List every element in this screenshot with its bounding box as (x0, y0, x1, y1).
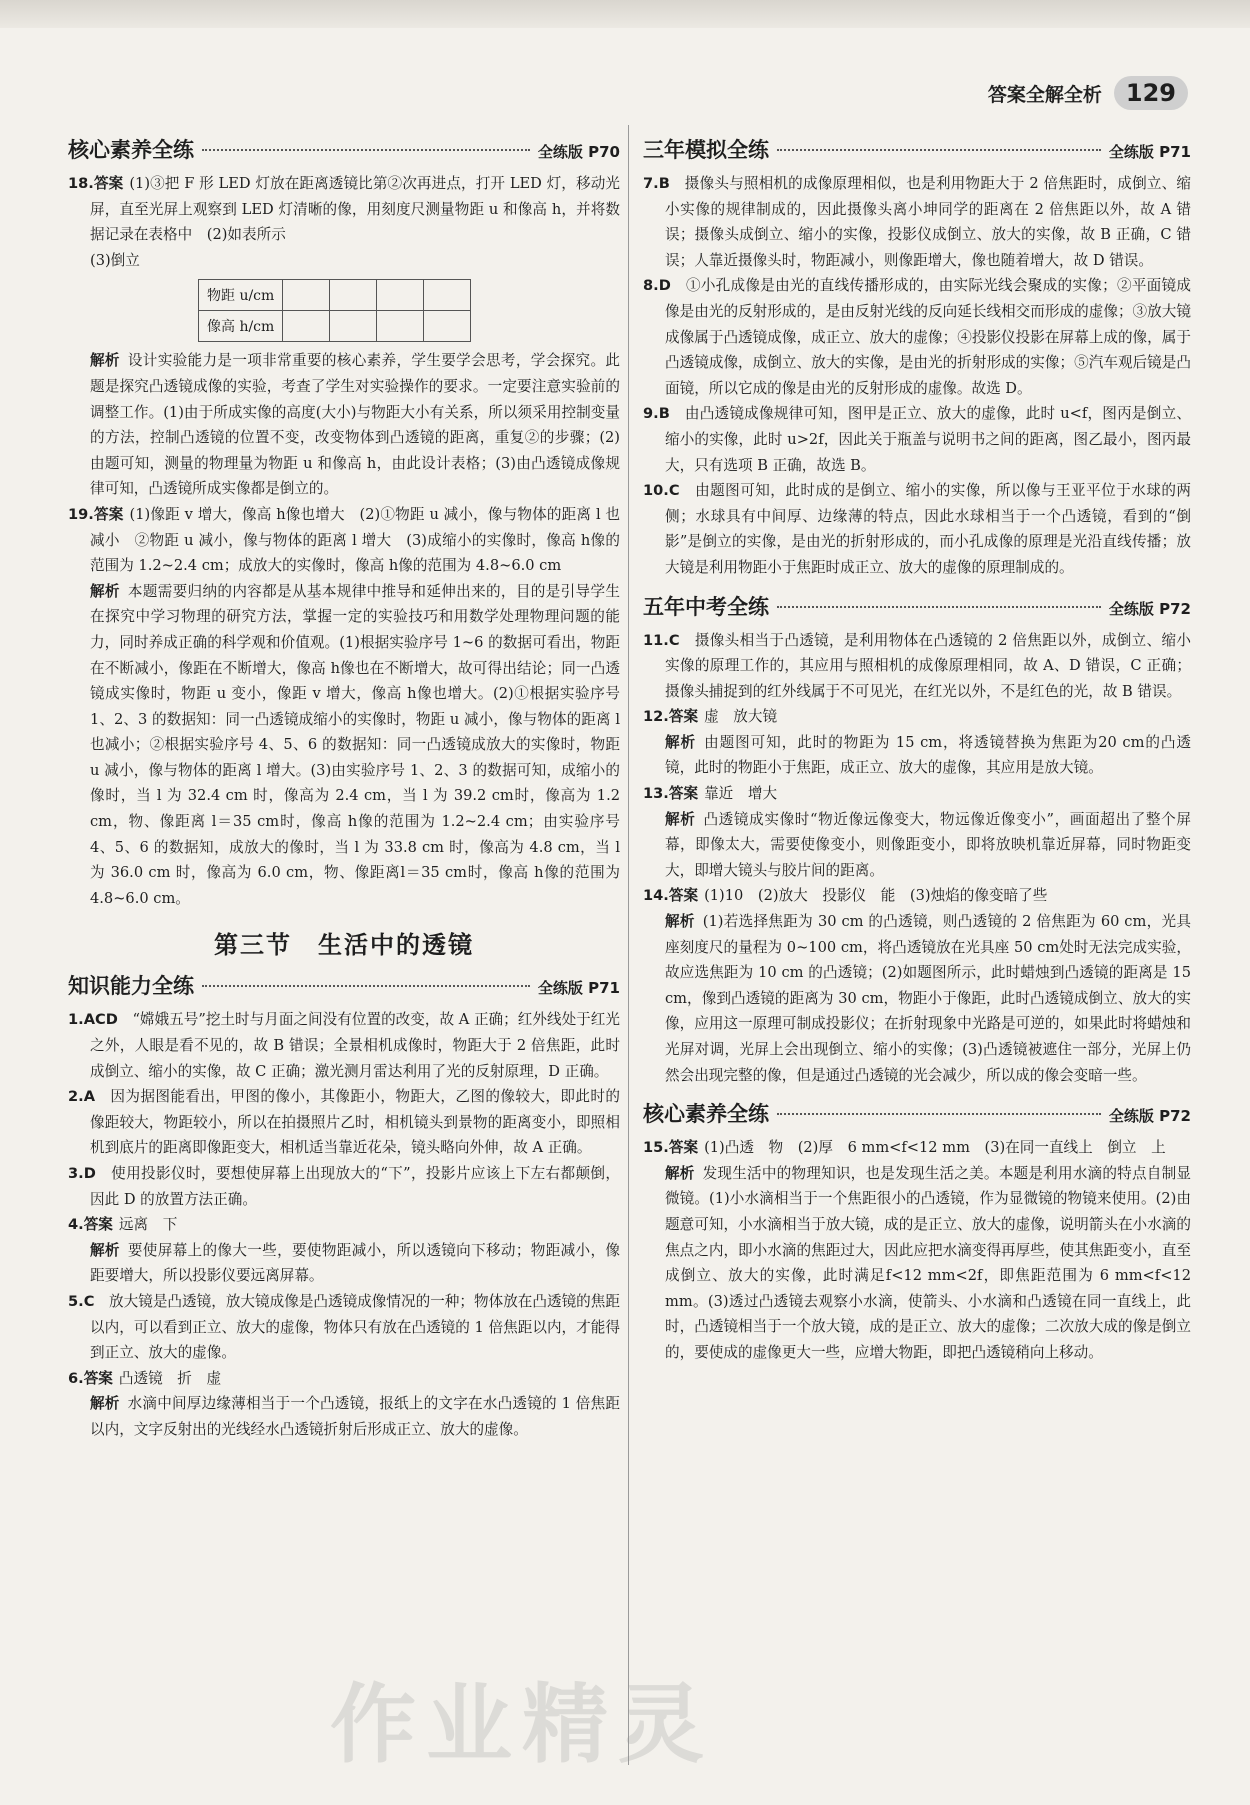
answer-label: 答案 (93, 175, 124, 192)
answer-12 (643, 704, 1191, 730)
answer-4 (68, 1212, 620, 1238)
section-ref: 全练版 P72 (1108, 1107, 1191, 1126)
dotted-leader (777, 606, 1101, 608)
top-edge-band (0, 0, 1250, 28)
table-cell: 物距 u/cm (199, 280, 283, 311)
analysis-label: 解析 (90, 1241, 120, 1259)
analysis-text: 凸透镜成实像时“物近像远像变大，物远像近像变小”，画面超出了整个屏幕，即像太大，需要使像变小，则像距变小，即将放映机靠近屏幕，同时物距变大，即增大镜头与胶片间的距离。 (665, 810, 1191, 879)
question-number: 6. (68, 1369, 84, 1387)
section-title: 核心素养全练 (643, 1102, 769, 1127)
answer-label: 答案 (668, 785, 699, 803)
section-heading (643, 134, 1191, 164)
section-ref: 全练版 P71 (537, 979, 620, 998)
answer-15 (643, 1135, 1191, 1161)
answer-text: 凸透镜 折 虚 (118, 1369, 222, 1387)
question-number: 8.D (643, 277, 671, 295)
answer-5 (68, 1289, 620, 1366)
watermark: 作业精灵 (330, 1675, 714, 1775)
analysis-15 (643, 1161, 1191, 1366)
answer-label: 答案 (83, 1216, 113, 1234)
question-number: 4. (68, 1216, 84, 1234)
answer-8 (643, 273, 1191, 401)
answer-text: 因为据图能看出，甲图的像小，其像距小，物距大，乙图的像较大，即此时的像距较大，物距较小，所以在拍摄照片乙时，相机镜头到景物的距离变小，即照相机到底片的距离即像距变大，相机适当靠近花朵，镜头略向外伸，故 A 正确。 (90, 1088, 620, 1157)
answer-label: 答案 (668, 708, 699, 726)
analysis-text: 水滴中间厚边缘薄相当于一个凸透镜，报纸上的文字在水凸透镜的 1 倍焦距以内，文字反射出的光线经水凸透镜折射后形成正立、放大的虚像。 (90, 1395, 620, 1438)
answer-text: (1)③把 F 形 LED 灯放在距离透镜比第②次再进点，打开 LED 灯，移动光屏，直至光屏上观察到 LED 灯清晰的像，用刻度尺测量物距 u 和像高 h，并将数据记录在表格中 (2)如表所示 (90, 175, 620, 244)
table-row (199, 280, 471, 311)
question-number: 11.C (643, 631, 680, 649)
column-divider (628, 125, 629, 1765)
answer-text: ①小孔成像是由光的直线传播形成的，由实际光线会聚成的实像；②平面镜成像是由光的反射形成的，是由反射光线的反向延长线相交而形成的虚像；③放大镜成像属于凸透镜成像，成正立、放大的虚像；④投影仪投影在屏幕上成的像，属于凸透镜成像，成倒立、放大的实像，是由光的折射形成的实像；⑤汽车观后镜是凸面镜，所以它成的像是由光的反射形成的虚像。故选 D。 (665, 277, 1191, 397)
data-table (198, 279, 471, 342)
answer-text: 摄像头与照相机的成像原理相似，也是利用物距大于 2 倍焦距时，成倒立、缩小实像的规律制成的，因此摄像头离小坤同学的距离在 2 倍焦距以外，故 A 错误；摄像头成倒立、缩小的实像，投影仪成倒立、放大的实像，故 B 正确，C 错误；人靠近摄像头时，物距减小，则像距增大，像也随着增大，故 D 错误。 (665, 175, 1191, 269)
question-number: 1.ACD (68, 1011, 118, 1029)
answer-7 (643, 171, 1191, 273)
answer-18-part3: (3)倒立 (90, 251, 140, 269)
section-ref: 全练版 P72 (1108, 599, 1191, 618)
analysis-6 (68, 1391, 620, 1442)
section-title: 三年模拟全练 (643, 138, 769, 162)
section-ref: 全练版 P70 (537, 143, 620, 161)
answer-13 (643, 781, 1191, 807)
analysis-label: 解析 (90, 1395, 120, 1413)
answer-1 (68, 1007, 620, 1084)
question-number: 13. (643, 785, 669, 803)
answer-6 (68, 1366, 620, 1392)
answer-14 (643, 883, 1191, 909)
section-title: 核心素养全练 (68, 138, 194, 162)
answer-text: 由题图可知，此时成的是倒立、缩小的实像，所以像与王亚平位于水球的两侧；水球具有中间厚、边缘薄的特点，因此水球相当于一个凸透镜，看到的“倒影”是倒立的实像，是由光的折射形成的，而小孔成像的原理是光沿直线传播；放大镜是利用物距小于焦距时成正立、放大的虚像的原理制成的。 (665, 482, 1191, 576)
question-number: 3.D (68, 1165, 96, 1182)
answer-10 (643, 478, 1191, 580)
header-title: 答案全解全析 (987, 83, 1102, 106)
analysis-12 (643, 730, 1191, 781)
analysis-text: (1)若选择焦距为 30 cm 的凸透镜，则凸透镜的 2 倍焦距为 60 cm，光具座刻度尺的量程为 0~100 cm，将凸透镜放在光具座 50 cm处时无法完成实验，故应选焦距为 10 cm 的凸透镜；(2)如题图所示，此时蜡烛到凸透镜的距离是 15 cm，像到凸透镜的距离为 30 cm，物距小于像距，此时凸透镜成倒立、放大的实像，应用这一原理可制成投影仪；在折射现象中光路是可逆的，如果此时将蜡烛和光屏对调，光屏上会出现倒立、缩小的实像；(3)凸透镜被遮住一部分，光屏上仍然会出现完整的像，但是通过凸透镜的光会减少，所以成的像会变暗一些。 (665, 913, 1191, 1084)
chapter-title: 第三节 生活中的透镜 (214, 930, 474, 960)
analysis-label: 解析 (90, 352, 120, 370)
analysis-label: 解析 (665, 913, 695, 931)
left-column (68, 130, 620, 1443)
page-header (988, 76, 1188, 110)
answer-3 (68, 1161, 620, 1212)
answer-text: 虚 放大镜 (704, 708, 778, 726)
question-number: 5.C (68, 1292, 95, 1310)
answer-9 (643, 401, 1191, 478)
question-number: 18. (68, 175, 94, 192)
analysis-label: 解析 (665, 810, 696, 828)
answer-text: 远离 下 (118, 1216, 178, 1234)
dotted-leader (777, 149, 1101, 151)
answer-text: “嫦娥五号”挖土时与月面之间没有位置的改变，故 A 正确；红外线处于红光之外，人眼是看不见的，故 B 错误；全景相机成像时，物距大于 2 倍焦距，此时成倒立、缩小的实像，故 C 正确；激光测月雷达利用了光的反射原理，D 正确。 (90, 1011, 620, 1080)
answer-label: 答案 (93, 505, 124, 523)
analysis-text: 本题需要归纳的内容都是从基本规律中推导和延伸出来的，目的是引导学生在探究中学习物理的研究方法，掌握一定的实验技巧和用数学处理物理问题的能力，同时养成正确的科学观和价值观。(1)根据实验序号 1~6 的数据可看出，物距在不断减小，像距在不断增大，像高 h像也在不断增大，故可得出结论；同一凸透镜成实像时，物距 u 变小，像距 v 增大，像高 h像也增大。(2)①根据实验序号 1、2、3 的数据知：同一凸透镜成缩小的实像时，物距 u 减小，像与物体的距离 l 也减小；②根据实验序号 4、5、6 的数据知：同一凸透镜成放大的实像时，物距 u 减小，像与物体的距离 l 增大。(3)由实验序号 1、2、3 的数据可知，成缩小的像时，当 l 为 32.4 cm 时，像高为 2.4 cm，当 l 为 39.2 cm时，像高为 1.2 cm，物、像距离 l＝35 cm时，像高 h像的范围为 1.2~2.4 cm；由实验序号 4、5、6 的数据知，成放大的像时，当 l 为 33.8 cm 时，像高为 4.8 cm，当 l 为 36.0 cm 时，像高为 6.0 cm，物、像距离l＝35 cm时，像高 h像的范围为 4.8~6.0 cm。 (90, 582, 620, 907)
section-title: 五年中考全练 (643, 594, 769, 619)
question-number: 19. (68, 505, 94, 523)
answer-text: 使用投影仪时，要想使屏幕上出现放大的“下”，投影片应该上下左右都颠倒，因此 D 的放置方法正确。 (90, 1165, 620, 1208)
analysis-text: 发现生活中的物理知识，也是发现生活之美。本题是利用水滴的特点自制显微镜。(1)小水滴相当于一个焦距很小的凸透镜，作为显微镜的物镜来使用。(2)由题意可知，小水滴相当于放大镜，成的是正立、放大的虚像，说明箭头在小水滴的焦点之内，即小水滴的焦距过大，因此应把水滴变得再厚些，使其焦距变小，直至成倒立、放大的实像，此时满足f<12 mm<2f，即焦距范围为 6 mm<f<12 mm。(3)透过凸透镜去观察小水滴，使箭头、小水滴和凸透镜在同一直线上，此时，凸透镜相当于一个放大镜，成的是正立、放大的虚像；二次放大成的像是倒立的，要使成的虚像更大一些，应增大物距，即把凸透镜稍向上移动。 (665, 1164, 1191, 1361)
analysis-4 (68, 1238, 620, 1289)
dotted-leader (202, 149, 530, 151)
section-heading (643, 1098, 1191, 1128)
section-ref: 全练版 P71 (1108, 143, 1191, 161)
question-number: 15. (643, 1139, 669, 1157)
analysis-text: 设计实验能力是一项非常重要的核心素养，学生要学会思考，学会探究。此题是探究凸透镜成像的实验，考查了学生对实验操作的要求。一定要注意实验前的调整工作。(1)由于所成实像的高度(大小)与物距大小有关系，所以须采用控制变量的方法，控制凸透镜的位置不变，改变物体到凸透镜的距离，重复②的步骤；(2)由题可知，测量的物理量为物距 u 和像高 h，由此设计表格；(3)由凸透镜成像规律可知，凸透镜所成实像都是倒立的。 (90, 352, 620, 498)
analysis-label: 解析 (665, 733, 697, 751)
table-row (199, 311, 471, 342)
analysis-13 (643, 807, 1191, 884)
page-number: 129 (1114, 76, 1188, 110)
section-title: 知识能力全练 (68, 974, 194, 999)
answer-2 (68, 1084, 620, 1161)
answer-text: (1)像距 v 增大，像高 h像也增大 (2)①物距 u 减小，像与物体的距离 l 也减小 ②物距 u 减小，像与物体的距离 l 增大 (3)成缩小的实像时，像高 h像的范围为 1.2~2.4 cm；成放大的实像时，像高 h像的范围为 4.8~6.0 cm (90, 505, 620, 575)
analysis-18 (68, 348, 620, 502)
dotted-leader (202, 985, 530, 987)
question-number: 14. (643, 887, 669, 905)
answer-text: (1)10 (2)放大 投影仪 能 (3)烛焰的像变暗了些 (704, 887, 1048, 905)
answer-label: 答案 (83, 1369, 113, 1387)
answer-text: 摄像头相当于凸透镜，是利用物体在凸透镜的 2 倍焦距以外，成倒立、缩小实像的原理工作的，其应用与照相机的成像原理相同，故 A、D 错误，C 正确；摄像头捕捉到的红外线属于不可见光，在红光以外，不是红色的光，故 B 错误。 (665, 631, 1191, 700)
answer-label: 答案 (668, 1139, 699, 1157)
analysis-14 (643, 909, 1191, 1088)
question-number: 2.A (68, 1088, 95, 1106)
answer-label: 答案 (668, 887, 699, 905)
question-number: 9.B (643, 405, 670, 423)
analysis-label: 解析 (90, 582, 120, 600)
answer-19 (68, 502, 620, 579)
section-heading (68, 134, 620, 164)
section-heading (643, 591, 1191, 621)
answer-11 (643, 628, 1191, 705)
question-number: 10.C (643, 482, 680, 500)
analysis-label: 解析 (665, 1164, 695, 1182)
answer-text: 靠近 增大 (704, 785, 778, 803)
dotted-leader (777, 1113, 1101, 1115)
answer-text: (1)凸透 物 (2)厚 6 mm<f<12 mm (3)在同一直线上 倒立 上 (704, 1139, 1166, 1157)
analysis-19 (68, 579, 620, 912)
table-cell: 像高 h/cm (199, 311, 283, 342)
analysis-text: 由题图可知，此时的物距为 15 cm，将透镜替换为焦距为20 cm的凸透镜，此时的物距小于焦距，成正立、放大的虚像，其应用是放大镜。 (665, 733, 1191, 777)
question-number: 12. (643, 708, 669, 726)
section-heading (68, 970, 620, 1000)
answer-18 (68, 171, 620, 248)
question-number: 7.B (643, 175, 670, 192)
right-column (643, 130, 1191, 1366)
answer-text: 放大镜是凸透镜，放大镜成像是凸透镜成像情况的一种；物体放在凸透镜的焦距以内，可以看到正立、放大的虚像，物体只有放在凸透镜的 1 倍焦距以内，才能得到正立、放大的虚像。 (90, 1292, 620, 1362)
answer-text: 由凸透镜成像规律可知，图甲是正立、放大的虚像，此时 u<f，图丙是倒立、缩小的实像，此时 u>2f，因此关于瓶盖与说明书之间的距离，图乙最小，图丙最大，只有选项 B 正确，故选 B。 (665, 405, 1191, 474)
analysis-text: 要使屏幕上的像大一些，要使物距减小，所以透镜向下移动；物距减小，像距要增大，所以投影仪要远离屏幕。 (90, 1241, 620, 1285)
